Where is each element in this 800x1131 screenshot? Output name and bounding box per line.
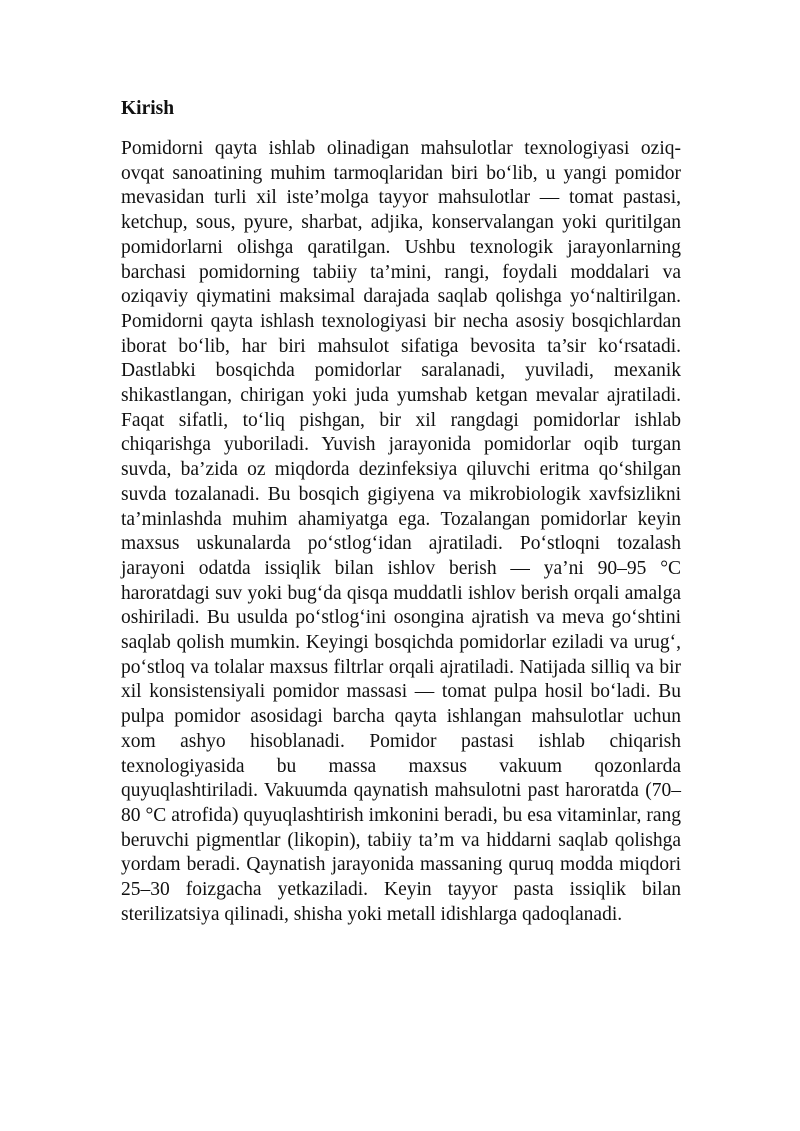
document-page (121, 96, 681, 928)
section-heading: Kirish (121, 98, 175, 119)
body-paragraph: Pomidorni qayta ishlab olinadigan mahsulotlar texnologiyasi oziq-ovqat sanoatining muhim tarmoqlaridan biri bo‘lib, u yangi pomidor mevasidan turli xil iste’molga tayyor mahsulotlar — tomat pastasi, ketchup, sous, pyure, sharbat, adjika, konservalangan yoki quritilgan pomidorlarni olishga qaratilgan. Ushbu texnologik jarayonlarning barchasi pomidorning tabiiy ta’mini, rangi, foydali moddalari va oziqaviy qiymatini maksimal darajada saqlab qolishga yo‘naltirilgan. Pomidorni qayta ishlash texnologiyasi bir necha asosiy bosqichlardan iborat bo‘lib, har biri mahsulot sifatiga bevosita ta’sir ko‘rsatadi. Dastlabki bosqichda pomidorlar saralanadi, yuviladi, mexanik shikastlangan, chirigan yoki juda yumshab ketgan mevalar ajratiladi. Faqat sifatli, to‘liq pishgan, bir xil rangdagi pomidorlar ishlab chiqarishga yuboriladi. Yuvish jarayonida pomidorlar oqib turgan suvda, ba’zida oz miqdorda dezinfeksiya qiluvchi eritma qo‘shilgan suvda tozalanadi. Bu bosqich gigiyena va mikrobiologik xavfsizlikni ta’minlashda muhim ahamiyatga ega. Tozalangan pomidorlar keyin maxsus uskunalarda po‘stlog‘idan ajratiladi. Po‘stloqni tozalash jarayoni odatda issiqlik bilan ishlov berish — ya’ni 90–95 °C haroratdagi suv yoki bug‘da qisqa muddatli ishlov berish orqali amalga oshiriladi. Bu usulda po‘stlog‘ini osongina ajratish va meva go‘shtini saqlab qolish mumkin. Keyingi bosqichda pomidorlar eziladi va urug‘, po‘stloq va tolalar maxsus filtrlar orqali ajratiladi. Natijada silliq va bir xil konsistensiyali pomidor massasi — tomat pulpa hosil bo‘ladi. Bu pulpa pomidor asosidagi barcha qayta ishlangan mahsulotlar uchun xom ashyo hisoblanadi. Pomidor pastasi ishlab chiqarish texnologiyasida bu massa maxsus vakuum qozonlarda quyuqlashtiriladi. Vakuumda qaynatish mahsulotni past haroratda (70–80 °C atrofida) quyuqlashtirish imkonini beradi, bu esa vitaminlar, rang beruvchi pigmentlar (likopin), tabiiy ta’m va hiddarni saqlab qolishga yordam beradi. Qaynatish jarayonida massaning quruq modda miqdori 25–30 foizgacha yetkaziladi. Keyin tayyor pasta issiqlik bilan sterilizatsiya qilinadi, shisha yoki metall idishlarga qadoqlanadi. (121, 138, 681, 925)
